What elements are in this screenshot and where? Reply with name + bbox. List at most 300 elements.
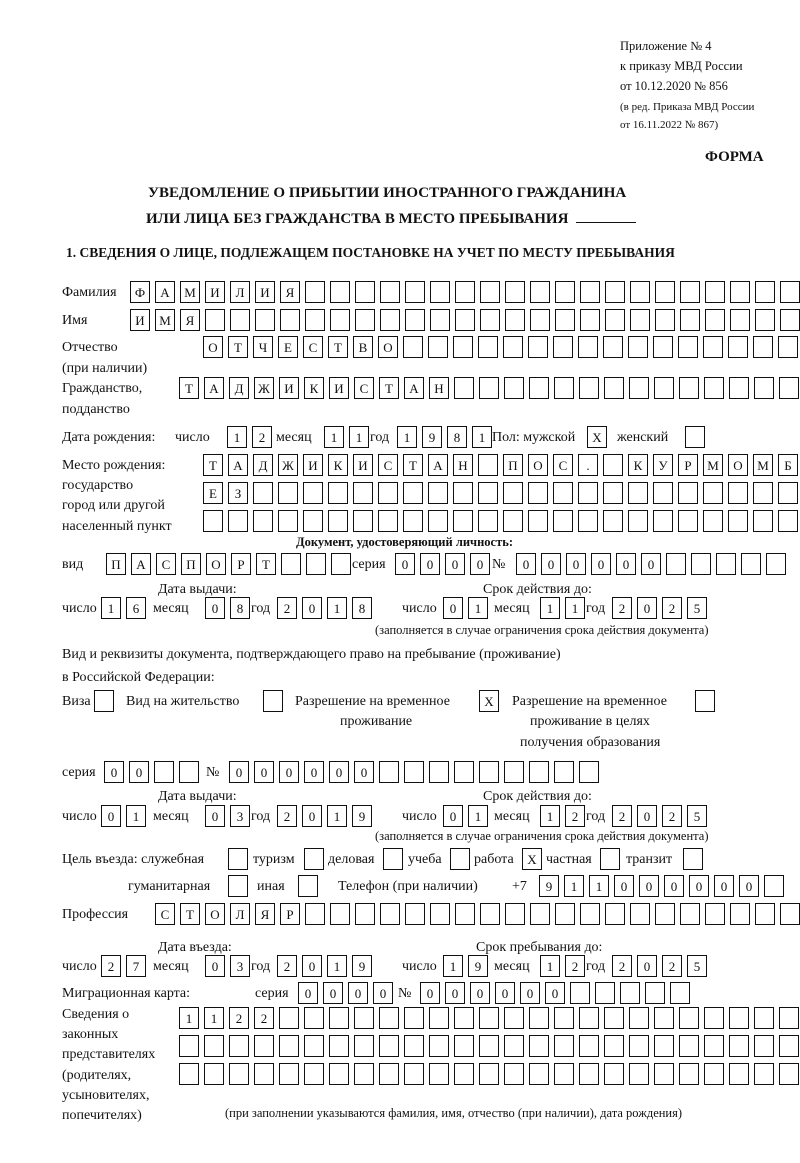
char-cell[interactable]: 0 — [443, 805, 463, 827]
char-cell[interactable]: 1 — [126, 805, 146, 827]
char-cell[interactable] — [679, 1063, 699, 1085]
char-cell[interactable]: 0 — [470, 553, 490, 575]
char-cell[interactable]: И — [329, 377, 349, 399]
char-cell[interactable] — [729, 1063, 749, 1085]
char-cell[interactable]: 0 — [279, 761, 299, 783]
char-cell[interactable] — [680, 309, 700, 331]
char-cell[interactable] — [330, 281, 350, 303]
checkbox-cell[interactable] — [263, 690, 283, 712]
char-cell[interactable]: 1 — [589, 875, 609, 897]
char-cell[interactable] — [305, 309, 325, 331]
char-cell[interactable]: 0 — [254, 761, 274, 783]
char-cell[interactable]: 0 — [302, 955, 322, 977]
char-cell[interactable] — [603, 454, 623, 476]
char-cell[interactable]: 1 — [324, 426, 344, 448]
char-cell[interactable] — [604, 1007, 624, 1029]
id-issue-year-field[interactable] — [277, 597, 372, 619]
char-cell[interactable]: 0 — [614, 875, 634, 897]
char-cell[interactable] — [229, 1063, 249, 1085]
char-cell[interactable] — [728, 482, 748, 504]
id-number-field[interactable] — [516, 553, 786, 575]
birth-place-row-1[interactable] — [203, 454, 798, 476]
char-cell[interactable] — [679, 1007, 699, 1029]
char-cell[interactable]: А — [155, 281, 175, 303]
residence-checkbox[interactable] — [263, 690, 283, 712]
char-cell[interactable]: К — [628, 454, 648, 476]
checkbox-cell[interactable]: X — [522, 848, 542, 870]
char-cell[interactable]: 1 — [443, 955, 463, 977]
profession-field[interactable] — [155, 903, 800, 925]
char-cell[interactable] — [780, 281, 800, 303]
char-cell[interactable] — [355, 903, 375, 925]
char-cell[interactable] — [428, 510, 448, 532]
checkbox-cell[interactable] — [94, 690, 114, 712]
char-cell[interactable] — [580, 281, 600, 303]
char-cell[interactable]: 1 — [101, 597, 121, 619]
char-cell[interactable] — [179, 761, 199, 783]
char-cell[interactable]: Я — [280, 281, 300, 303]
char-cell[interactable] — [604, 1035, 624, 1057]
char-cell[interactable] — [554, 377, 574, 399]
char-cell[interactable] — [379, 761, 399, 783]
char-cell[interactable] — [405, 309, 425, 331]
char-cell[interactable]: 0 — [205, 597, 225, 619]
birth-year-field[interactable] — [397, 426, 492, 448]
char-cell[interactable] — [753, 482, 773, 504]
char-cell[interactable] — [428, 336, 448, 358]
char-cell[interactable]: 0 — [714, 875, 734, 897]
char-cell[interactable] — [703, 510, 723, 532]
stay-year-field[interactable] — [612, 955, 707, 977]
char-cell[interactable]: 8 — [447, 426, 467, 448]
char-cell[interactable] — [228, 510, 248, 532]
char-cell[interactable]: 1 — [540, 597, 560, 619]
char-cell[interactable] — [630, 903, 650, 925]
char-cell[interactable] — [666, 553, 686, 575]
checkbox-cell[interactable] — [683, 848, 703, 870]
char-cell[interactable] — [354, 1007, 374, 1029]
char-cell[interactable] — [303, 482, 323, 504]
char-cell[interactable] — [478, 510, 498, 532]
char-cell[interactable]: 2 — [662, 955, 682, 977]
checkbox-cell[interactable] — [298, 875, 318, 897]
char-cell[interactable] — [555, 309, 575, 331]
char-cell[interactable]: 0 — [443, 597, 463, 619]
char-cell[interactable]: 9 — [468, 955, 488, 977]
char-cell[interactable]: 0 — [329, 761, 349, 783]
char-cell[interactable] — [553, 510, 573, 532]
char-cell[interactable]: Л — [230, 903, 250, 925]
char-cell[interactable] — [304, 1035, 324, 1057]
char-cell[interactable] — [680, 903, 700, 925]
checkbox-cell[interactable]: X — [479, 690, 499, 712]
char-cell[interactable]: 0 — [545, 982, 565, 1004]
char-cell[interactable] — [728, 336, 748, 358]
char-cell[interactable] — [629, 1035, 649, 1057]
char-cell[interactable] — [429, 1063, 449, 1085]
char-cell[interactable] — [778, 482, 798, 504]
char-cell[interactable] — [528, 482, 548, 504]
char-cell[interactable]: 0 — [739, 875, 759, 897]
char-cell[interactable] — [503, 510, 523, 532]
char-cell[interactable]: Р — [678, 454, 698, 476]
char-cell[interactable]: 3 — [230, 955, 250, 977]
char-cell[interactable] — [754, 1063, 774, 1085]
char-cell[interactable] — [503, 482, 523, 504]
char-cell[interactable] — [654, 1063, 674, 1085]
rep-row-2[interactable] — [179, 1035, 799, 1057]
char-cell[interactable]: О — [203, 336, 223, 358]
char-cell[interactable]: 0 — [445, 982, 465, 1004]
birth-place-row-2[interactable] — [203, 482, 798, 504]
char-cell[interactable] — [691, 553, 711, 575]
char-cell[interactable] — [479, 377, 499, 399]
char-cell[interactable] — [379, 1007, 399, 1029]
char-cell[interactable] — [429, 761, 449, 783]
char-cell[interactable] — [779, 1063, 799, 1085]
char-cell[interactable] — [355, 281, 375, 303]
char-cell[interactable] — [479, 1007, 499, 1029]
char-cell[interactable]: 0 — [205, 805, 225, 827]
purpose-tourism-checkbox[interactable] — [304, 848, 324, 870]
char-cell[interactable] — [380, 281, 400, 303]
char-cell[interactable] — [255, 309, 275, 331]
char-cell[interactable]: Ж — [278, 454, 298, 476]
id-valid-day-field[interactable] — [443, 597, 488, 619]
char-cell[interactable]: О — [528, 454, 548, 476]
doc-valid-year-field[interactable] — [612, 805, 707, 827]
checkbox-cell[interactable] — [450, 848, 470, 870]
char-cell[interactable]: А — [404, 377, 424, 399]
char-cell[interactable] — [754, 1035, 774, 1057]
char-cell[interactable]: 2 — [252, 426, 272, 448]
char-cell[interactable]: Т — [203, 454, 223, 476]
char-cell[interactable] — [704, 377, 724, 399]
char-cell[interactable]: 0 — [205, 955, 225, 977]
char-cell[interactable] — [630, 309, 650, 331]
char-cell[interactable] — [230, 309, 250, 331]
char-cell[interactable] — [405, 903, 425, 925]
char-cell[interactable] — [430, 903, 450, 925]
char-cell[interactable]: 9 — [539, 875, 559, 897]
char-cell[interactable]: С — [155, 903, 175, 925]
char-cell[interactable] — [728, 510, 748, 532]
char-cell[interactable]: И — [130, 309, 150, 331]
stay-month-field[interactable] — [540, 955, 585, 977]
checkbox-cell[interactable] — [600, 848, 620, 870]
char-cell[interactable] — [653, 482, 673, 504]
char-cell[interactable] — [254, 1035, 274, 1057]
id-issue-day-field[interactable] — [101, 597, 146, 619]
char-cell[interactable]: 0 — [104, 761, 124, 783]
char-cell[interactable] — [455, 309, 475, 331]
char-cell[interactable]: 0 — [420, 553, 440, 575]
char-cell[interactable]: 1 — [349, 426, 369, 448]
char-cell[interactable]: И — [303, 454, 323, 476]
char-cell[interactable] — [404, 761, 424, 783]
char-cell[interactable] — [380, 903, 400, 925]
char-cell[interactable]: С — [553, 454, 573, 476]
char-cell[interactable]: 0 — [520, 982, 540, 1004]
char-cell[interactable] — [730, 309, 750, 331]
char-cell[interactable]: 3 — [230, 805, 250, 827]
id-series-field[interactable] — [395, 553, 490, 575]
char-cell[interactable] — [229, 1035, 249, 1057]
char-cell[interactable]: 2 — [612, 955, 632, 977]
char-cell[interactable] — [554, 1063, 574, 1085]
char-cell[interactable]: А — [228, 454, 248, 476]
char-cell[interactable] — [529, 377, 549, 399]
char-cell[interactable]: 0 — [637, 955, 657, 977]
char-cell[interactable] — [429, 1035, 449, 1057]
char-cell[interactable] — [505, 903, 525, 925]
char-cell[interactable]: У — [653, 454, 673, 476]
char-cell[interactable] — [654, 1035, 674, 1057]
char-cell[interactable]: Д — [229, 377, 249, 399]
char-cell[interactable] — [378, 482, 398, 504]
char-cell[interactable] — [729, 1035, 749, 1057]
title-blank[interactable] — [576, 208, 636, 223]
char-cell[interactable] — [670, 982, 690, 1004]
char-cell[interactable] — [755, 903, 775, 925]
char-cell[interactable]: 1 — [540, 955, 560, 977]
char-cell[interactable]: Л — [230, 281, 250, 303]
char-cell[interactable] — [353, 482, 373, 504]
char-cell[interactable] — [430, 281, 450, 303]
char-cell[interactable] — [405, 281, 425, 303]
char-cell[interactable] — [454, 1007, 474, 1029]
char-cell[interactable] — [528, 336, 548, 358]
char-cell[interactable] — [703, 336, 723, 358]
doc-valid-day-field[interactable] — [443, 805, 488, 827]
char-cell[interactable]: И — [353, 454, 373, 476]
char-cell[interactable] — [254, 1063, 274, 1085]
char-cell[interactable] — [530, 903, 550, 925]
char-cell[interactable]: 6 — [126, 597, 146, 619]
char-cell[interactable] — [304, 1007, 324, 1029]
char-cell[interactable]: 0 — [637, 597, 657, 619]
char-cell[interactable]: 2 — [662, 597, 682, 619]
checkbox-cell[interactable] — [685, 426, 705, 448]
char-cell[interactable] — [678, 482, 698, 504]
char-cell[interactable] — [505, 281, 525, 303]
char-cell[interactable] — [554, 1035, 574, 1057]
stay-day-field[interactable] — [443, 955, 488, 977]
char-cell[interactable]: 0 — [395, 553, 415, 575]
char-cell[interactable] — [754, 1007, 774, 1029]
char-cell[interactable]: М — [180, 281, 200, 303]
mc-number-field[interactable] — [420, 982, 690, 1004]
char-cell[interactable] — [579, 761, 599, 783]
char-cell[interactable] — [330, 903, 350, 925]
char-cell[interactable] — [578, 336, 598, 358]
char-cell[interactable] — [329, 1035, 349, 1057]
char-cell[interactable] — [479, 1035, 499, 1057]
purpose-transit-checkbox[interactable] — [683, 848, 703, 870]
char-cell[interactable]: О — [205, 903, 225, 925]
char-cell[interactable] — [679, 1035, 699, 1057]
char-cell[interactable]: П — [181, 553, 201, 575]
checkbox-cell[interactable] — [383, 848, 403, 870]
char-cell[interactable]: Т — [179, 377, 199, 399]
char-cell[interactable] — [404, 1035, 424, 1057]
char-cell[interactable] — [205, 309, 225, 331]
char-cell[interactable] — [529, 761, 549, 783]
char-cell[interactable] — [404, 1007, 424, 1029]
char-cell[interactable]: 2 — [101, 955, 121, 977]
char-cell[interactable]: 5 — [687, 955, 707, 977]
char-cell[interactable] — [779, 377, 799, 399]
char-cell[interactable] — [305, 903, 325, 925]
char-cell[interactable] — [379, 1063, 399, 1085]
char-cell[interactable] — [328, 482, 348, 504]
char-cell[interactable] — [755, 309, 775, 331]
char-cell[interactable] — [278, 482, 298, 504]
char-cell[interactable]: О — [728, 454, 748, 476]
char-cell[interactable] — [304, 1063, 324, 1085]
char-cell[interactable] — [479, 761, 499, 783]
char-cell[interactable] — [379, 1035, 399, 1057]
char-cell[interactable]: 0 — [566, 553, 586, 575]
char-cell[interactable] — [778, 510, 798, 532]
char-cell[interactable] — [454, 761, 474, 783]
char-cell[interactable] — [430, 309, 450, 331]
purpose-humanitarian-checkbox[interactable] — [228, 875, 248, 897]
char-cell[interactable]: 0 — [445, 553, 465, 575]
checkbox-cell[interactable] — [228, 875, 248, 897]
char-cell[interactable] — [279, 1007, 299, 1029]
char-cell[interactable]: Т — [256, 553, 276, 575]
char-cell[interactable] — [530, 281, 550, 303]
char-cell[interactable] — [204, 1035, 224, 1057]
char-cell[interactable] — [753, 510, 773, 532]
char-cell[interactable] — [603, 482, 623, 504]
char-cell[interactable]: Ф — [130, 281, 150, 303]
char-cell[interactable] — [629, 1063, 649, 1085]
char-cell[interactable] — [504, 377, 524, 399]
char-cell[interactable]: 1 — [564, 875, 584, 897]
char-cell[interactable] — [454, 1063, 474, 1085]
char-cell[interactable] — [306, 553, 326, 575]
mc-series-field[interactable] — [298, 982, 393, 1004]
char-cell[interactable] — [628, 510, 648, 532]
char-cell[interactable] — [595, 982, 615, 1004]
char-cell[interactable]: 1 — [179, 1007, 199, 1029]
char-cell[interactable] — [766, 553, 786, 575]
citizenship-field[interactable] — [179, 377, 799, 399]
char-cell[interactable] — [764, 875, 784, 897]
char-cell[interactable] — [580, 903, 600, 925]
char-cell[interactable]: 1 — [327, 955, 347, 977]
char-cell[interactable]: Ч — [253, 336, 273, 358]
birth-month-field[interactable] — [324, 426, 369, 448]
char-cell[interactable] — [329, 1063, 349, 1085]
char-cell[interactable] — [354, 1063, 374, 1085]
char-cell[interactable] — [505, 309, 525, 331]
char-cell[interactable] — [530, 309, 550, 331]
char-cell[interactable] — [454, 1035, 474, 1057]
char-cell[interactable] — [580, 309, 600, 331]
char-cell[interactable]: 0 — [641, 553, 661, 575]
char-cell[interactable] — [753, 336, 773, 358]
char-cell[interactable]: С — [378, 454, 398, 476]
char-cell[interactable] — [645, 982, 665, 1004]
char-cell[interactable] — [555, 903, 575, 925]
char-cell[interactable] — [630, 281, 650, 303]
char-cell[interactable]: О — [378, 336, 398, 358]
char-cell[interactable] — [679, 377, 699, 399]
char-cell[interactable] — [478, 482, 498, 504]
char-cell[interactable]: Т — [228, 336, 248, 358]
char-cell[interactable]: 0 — [495, 982, 515, 1004]
purpose-study-checkbox[interactable] — [450, 848, 470, 870]
char-cell[interactable]: 0 — [302, 805, 322, 827]
char-cell[interactable]: 2 — [229, 1007, 249, 1029]
char-cell[interactable]: Ж — [254, 377, 274, 399]
char-cell[interactable] — [453, 510, 473, 532]
rep-row-3[interactable] — [179, 1063, 799, 1085]
char-cell[interactable]: П — [503, 454, 523, 476]
surname-field[interactable] — [130, 281, 800, 303]
char-cell[interactable] — [579, 1007, 599, 1029]
char-cell[interactable] — [605, 903, 625, 925]
char-cell[interactable] — [780, 903, 800, 925]
purpose-work-checkbox[interactable] — [522, 848, 542, 870]
char-cell[interactable] — [305, 281, 325, 303]
char-cell[interactable] — [354, 1035, 374, 1057]
rep-row-1[interactable] — [179, 1007, 799, 1029]
char-cell[interactable]: 2 — [277, 805, 297, 827]
char-cell[interactable] — [579, 377, 599, 399]
char-cell[interactable]: И — [255, 281, 275, 303]
char-cell[interactable] — [380, 309, 400, 331]
char-cell[interactable]: С — [354, 377, 374, 399]
char-cell[interactable]: 5 — [687, 597, 707, 619]
char-cell[interactable] — [303, 510, 323, 532]
doc-series-field[interactable] — [104, 761, 199, 783]
char-cell[interactable] — [529, 1063, 549, 1085]
char-cell[interactable] — [353, 510, 373, 532]
char-cell[interactable] — [628, 482, 648, 504]
char-cell[interactable] — [278, 510, 298, 532]
char-cell[interactable] — [741, 553, 761, 575]
char-cell[interactable] — [504, 1007, 524, 1029]
char-cell[interactable] — [281, 553, 301, 575]
char-cell[interactable]: 0 — [639, 875, 659, 897]
char-cell[interactable] — [704, 1063, 724, 1085]
char-cell[interactable] — [603, 336, 623, 358]
char-cell[interactable] — [503, 336, 523, 358]
char-cell[interactable]: Я — [255, 903, 275, 925]
char-cell[interactable] — [480, 903, 500, 925]
char-cell[interactable] — [779, 1007, 799, 1029]
char-cell[interactable] — [653, 336, 673, 358]
char-cell[interactable]: Р — [231, 553, 251, 575]
sex-female-checkbox[interactable] — [685, 426, 705, 448]
char-cell[interactable] — [279, 1035, 299, 1057]
char-cell[interactable] — [179, 1035, 199, 1057]
char-cell[interactable]: М — [753, 454, 773, 476]
char-cell[interactable]: Н — [453, 454, 473, 476]
char-cell[interactable] — [478, 336, 498, 358]
phone-field[interactable] — [539, 875, 784, 897]
char-cell[interactable]: Н — [429, 377, 449, 399]
patronymic-field[interactable] — [203, 336, 798, 358]
char-cell[interactable]: 0 — [689, 875, 709, 897]
checkbox-cell[interactable] — [228, 848, 248, 870]
char-cell[interactable]: Р — [280, 903, 300, 925]
char-cell[interactable] — [480, 309, 500, 331]
